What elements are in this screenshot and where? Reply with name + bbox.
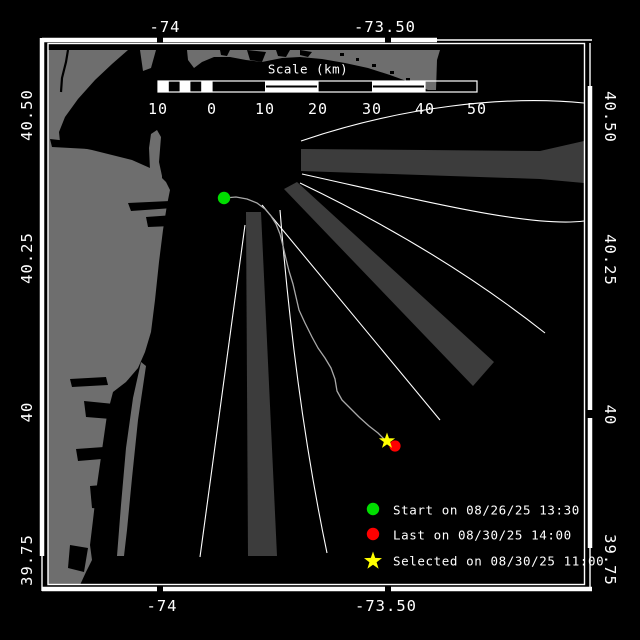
beam-southeast [284, 182, 494, 386]
legend-green-circle [367, 503, 379, 515]
legend-label-start: Start on 08/26/25 13:30 [393, 502, 580, 518]
axis-label-top-lon1: -74 [149, 18, 181, 36]
track-markers [218, 192, 401, 452]
axis-label-left-lat2: 40.25 [18, 232, 36, 284]
axis-label-bottom-lon2: -73.50 [355, 597, 417, 615]
scale-tick-50: 50 [466, 100, 488, 118]
legend-red-circle [367, 528, 379, 540]
barrier-island [117, 362, 146, 556]
scale-tick-0: 0 [206, 100, 218, 118]
beam-east [301, 141, 584, 183]
legend-label-selected: Selected on 08/30/25 11:00 [393, 553, 605, 569]
beam-south [246, 212, 277, 556]
legend-yellow-star [364, 552, 382, 569]
coverage-beams [246, 141, 584, 556]
axis-label-right-lat1: 40.50 [601, 91, 619, 143]
axis-label-left-lat1: 40.50 [18, 89, 36, 141]
scale-tick-10b: 10 [254, 100, 276, 118]
legend-label-last: Last on 08/30/25 14:00 [393, 527, 572, 543]
axis-label-right-lat2: 40.25 [601, 234, 619, 286]
shrewsbury-river [146, 215, 174, 227]
scale-tick-10a: 10 [147, 100, 169, 118]
scale-bar-title: Scale (km) [267, 61, 349, 77]
bayonne-peninsula [140, 50, 156, 71]
axis-label-top-lon2: -73.50 [354, 18, 416, 36]
axis-label-right-lat4: 39.75 [601, 534, 619, 586]
scale-tick-20: 20 [307, 100, 329, 118]
axis-label-bottom-lon1: -74 [146, 597, 178, 615]
scale-tick-40: 40 [414, 100, 436, 118]
start-marker [218, 192, 230, 204]
axis-label-left-lat3: 40 [18, 401, 36, 423]
axis-label-left-lat4: 39.75 [18, 534, 36, 586]
scale-tick-30: 30 [361, 100, 383, 118]
axis-label-right-lat3: 40 [601, 404, 619, 426]
legend-markers [364, 503, 382, 569]
